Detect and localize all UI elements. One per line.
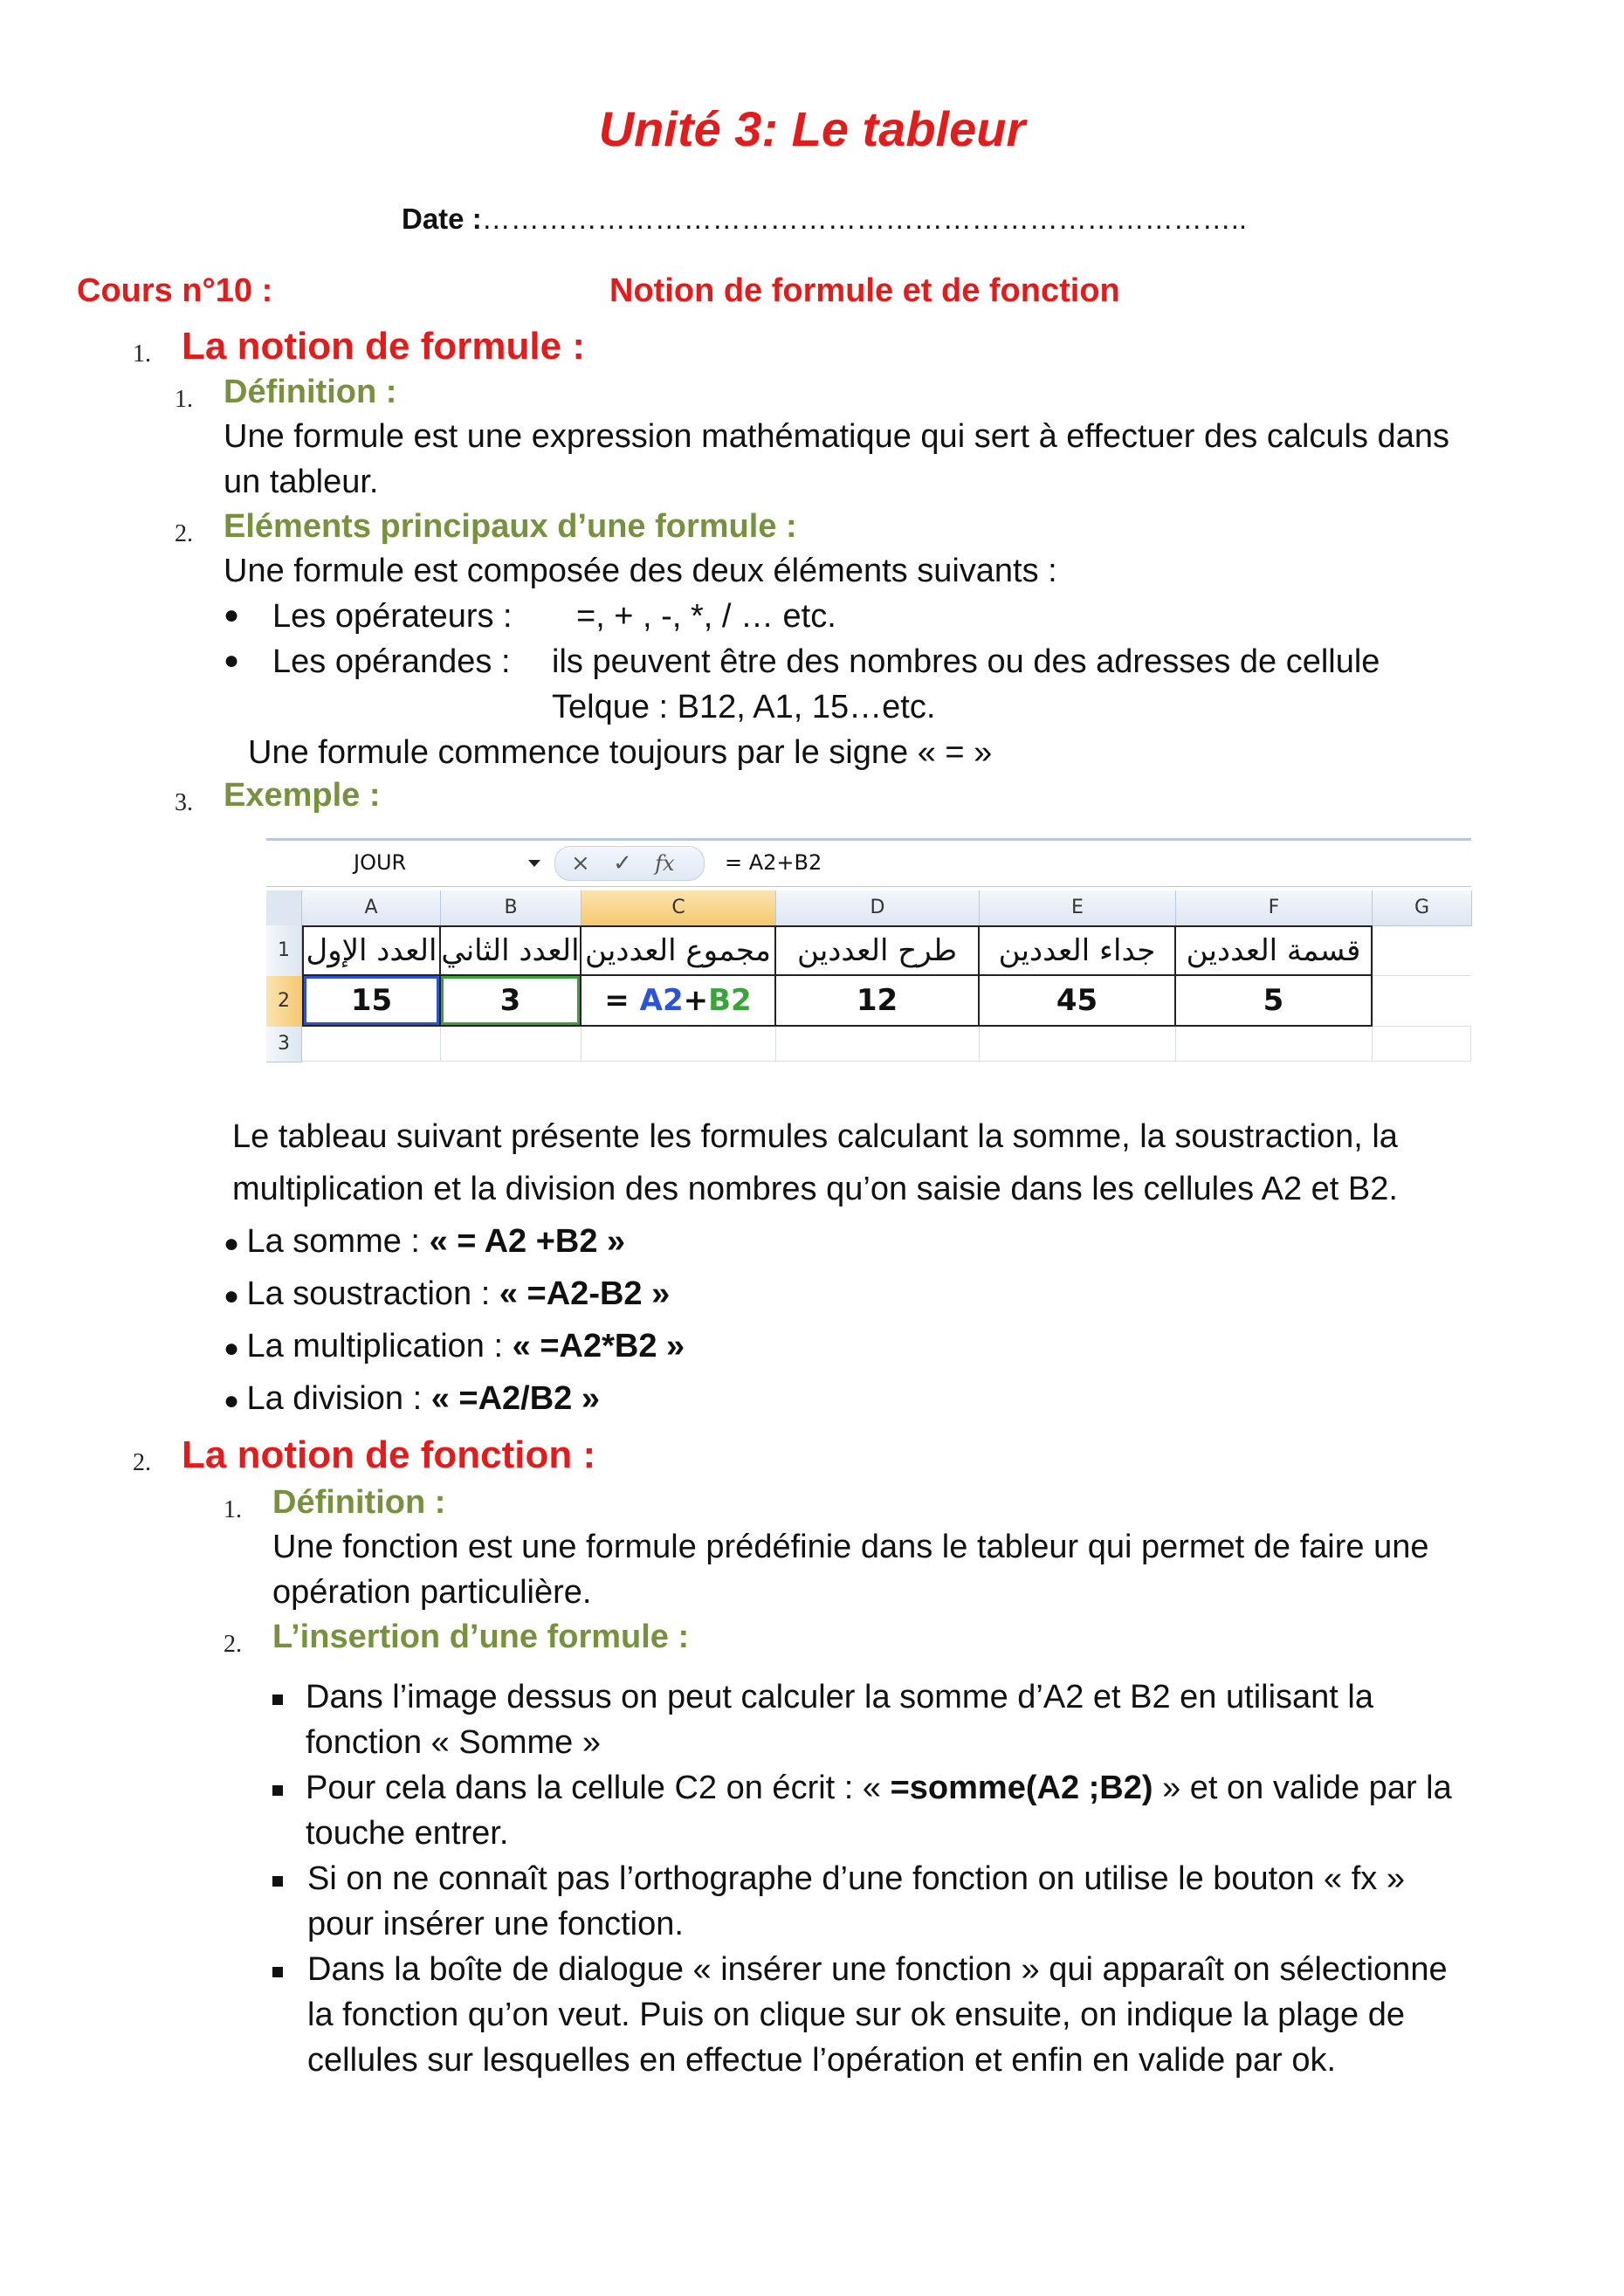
date-label: Date : bbox=[402, 203, 482, 235]
sub-2-1-title: Définition : bbox=[272, 1484, 446, 1521]
cell-a3[interactable] bbox=[302, 1027, 441, 1062]
sub-1-1-title: Définition : bbox=[224, 374, 397, 410]
definition-formule-line-2: un tableur. bbox=[224, 464, 379, 500]
grid-line bbox=[1373, 975, 1471, 976]
operandes-value: ils peuvent être des nombres ou des adresses de cellule bbox=[552, 643, 1380, 680]
insertion-bullet-1-line-1: Dans l’image dessus on peut calculer la somme d’A2 et B2 en utilisant la bbox=[306, 1679, 1373, 1715]
square-bullet bbox=[272, 1875, 283, 1891]
bullet-dot: ● bbox=[224, 1229, 247, 1258]
insertion-bullet-4-line-3: cellules sur lesquelles en effectue l’opération et enfin en valide par ok. bbox=[307, 2042, 1337, 2079]
list-item bbox=[224, 1271, 670, 1319]
cell-c2[interactable] bbox=[581, 976, 776, 1027]
column-header-a[interactable]: A bbox=[302, 890, 441, 926]
item-label: La division : bbox=[246, 1380, 423, 1417]
sub-1-1-number: 1. bbox=[175, 386, 193, 413]
date-dots: …………………………………………………………………….. bbox=[481, 203, 1248, 235]
chevron-down-icon[interactable] bbox=[528, 860, 540, 867]
operandes-label: Les opérandes : bbox=[272, 643, 511, 680]
insertion-bullet-2-line-1 bbox=[306, 1765, 1452, 1811]
select-all-corner[interactable] bbox=[266, 890, 302, 926]
fx-icon[interactable]: fx bbox=[655, 851, 675, 876]
column-header-g[interactable]: G bbox=[1373, 890, 1472, 926]
cell-f2[interactable]: 5 bbox=[1176, 976, 1373, 1027]
column-header-c[interactable]: C bbox=[581, 890, 776, 926]
formula-input[interactable]: = A2+B2 bbox=[725, 850, 822, 875]
square-bullet bbox=[272, 1784, 283, 1800]
list-item bbox=[224, 1323, 685, 1371]
bullet-dot: ● bbox=[224, 1282, 247, 1310]
cell-e1[interactable]: جداء العددين bbox=[980, 925, 1176, 976]
spreadsheet-example bbox=[266, 838, 1471, 1078]
sub-2-2-title: L’insertion d’une formule : bbox=[272, 1619, 690, 1655]
operateurs-label: Les opérateurs : bbox=[272, 598, 513, 635]
insertion-bullet-1-line-2: fonction « Somme » bbox=[306, 1724, 601, 1761]
cell-b1[interactable]: العدد الثاني bbox=[441, 925, 581, 976]
formula-bar bbox=[266, 838, 1471, 887]
list-item bbox=[224, 1219, 625, 1267]
item-formula: « = A2 +B2 » bbox=[429, 1223, 626, 1260]
cancel-icon[interactable]: × bbox=[571, 850, 590, 876]
column-header-b[interactable]: B bbox=[441, 890, 581, 926]
section-2-title: La notion de fonction : bbox=[182, 1433, 596, 1476]
grid-line bbox=[1373, 1026, 1471, 1027]
definition-fonction-line-1: Une fonction est une formule prédéfinie dans le tableur qui permet de faire une bbox=[272, 1529, 1429, 1565]
cell-d2[interactable]: 12 bbox=[776, 976, 980, 1027]
formula-buttons bbox=[554, 846, 705, 881]
cell-f3[interactable] bbox=[1176, 1027, 1373, 1062]
cell-a1[interactable]: العدد الإول bbox=[302, 925, 441, 976]
cell-d1[interactable]: طرح العددين bbox=[776, 925, 980, 976]
name-box[interactable]: JOUR bbox=[354, 850, 407, 875]
definition-fonction-line-2: opération particulière. bbox=[272, 1574, 592, 1611]
operandes-example: Telque : B12, A1, 15…etc. bbox=[552, 689, 936, 725]
section-1-title: La notion de formule : bbox=[182, 325, 585, 368]
sub-2-2-number: 2. bbox=[224, 1631, 242, 1658]
sub-1-2-number: 2. bbox=[175, 520, 193, 547]
cours-label: Cours n°10 : bbox=[77, 272, 273, 309]
cours-title: Notion de formule et de fonction bbox=[609, 272, 1120, 309]
explain-line-1: Le tableau suivant présente les formules calculant la somme, la soustraction, la bbox=[232, 1118, 1398, 1155]
cell-f1[interactable]: قسمة العددين bbox=[1176, 925, 1373, 976]
insertion-bullet-3-line-1: Si on ne connaît pas l’orthographe d’une fonction on utilise le bouton « fx » bbox=[307, 1860, 1405, 1897]
row-header-3[interactable]: 3 bbox=[266, 1027, 302, 1062]
column-header-e[interactable]: E bbox=[980, 890, 1176, 926]
b2-pre: Pour cela dans la cellule C2 on écrit : « bbox=[306, 1770, 891, 1806]
item-label: La somme : bbox=[246, 1223, 420, 1260]
sub-1-3-title: Exemple : bbox=[224, 777, 381, 814]
cell-c2-plus: + bbox=[683, 983, 709, 1018]
bullet-dot: ● bbox=[224, 601, 240, 629]
check-icon[interactable]: ✓ bbox=[613, 850, 632, 876]
section-2-number: 2. bbox=[133, 1449, 151, 1476]
b2-post: » et on valide par la bbox=[1153, 1770, 1452, 1806]
section-1-number: 1. bbox=[133, 340, 151, 368]
row-header-1[interactable]: 1 bbox=[266, 925, 302, 977]
cell-a2[interactable]: 15 bbox=[302, 976, 441, 1027]
column-header-f[interactable]: F bbox=[1176, 890, 1373, 926]
elements-intro: Une formule est composée des deux éléments suivants : bbox=[224, 553, 1057, 589]
item-formula: « =A2*B2 » bbox=[512, 1328, 685, 1365]
list-item bbox=[224, 1376, 600, 1424]
bullet-dot: ● bbox=[224, 1334, 247, 1363]
item-formula: « =A2-B2 » bbox=[499, 1275, 671, 1312]
insertion-bullet-2-line-2: touche entrer. bbox=[306, 1815, 509, 1852]
sub-1-3-number: 3. bbox=[175, 789, 193, 816]
bullet-dot: ● bbox=[224, 646, 240, 675]
column-header-d[interactable]: D bbox=[776, 890, 980, 926]
item-label: La soustraction : bbox=[246, 1275, 491, 1312]
cell-c1[interactable]: مجموع العددين bbox=[581, 925, 776, 976]
sub-1-2-title: Eléments principaux d’une formule : bbox=[224, 508, 797, 545]
cell-d3[interactable] bbox=[776, 1027, 980, 1062]
square-bullet bbox=[272, 1966, 283, 1982]
insertion-bullet-4-line-2: la fonction qu’on veut. Puis on clique sur ok ensuite, on indique la plage de bbox=[307, 1997, 1405, 2033]
cell-e2[interactable]: 45 bbox=[980, 976, 1176, 1027]
definition-formule-line-1: Une formule est une expression mathématique qui sert à effectuer des calculs dans bbox=[224, 418, 1449, 455]
page-title: Unité 3: Le tableur bbox=[598, 101, 1026, 156]
cell-c2-eq: = bbox=[604, 983, 640, 1018]
square-bullet bbox=[272, 1694, 283, 1709]
sub-2-1-number: 1. bbox=[224, 1496, 242, 1523]
operateurs-value: =, + , -, *, / … etc. bbox=[576, 598, 836, 635]
date-line bbox=[402, 203, 1247, 236]
cell-c2-ref-b2: B2 bbox=[708, 983, 752, 1018]
item-formula: « =A2/B2 » bbox=[430, 1380, 600, 1417]
cell-b3[interactable] bbox=[441, 1027, 581, 1062]
cell-c3[interactable] bbox=[581, 1027, 776, 1062]
cell-b2[interactable]: 3 bbox=[441, 976, 581, 1027]
cell-c2-ref-a2: A2 bbox=[639, 983, 684, 1018]
row-header-2[interactable]: 2 bbox=[266, 976, 302, 1028]
cell-e3[interactable] bbox=[980, 1027, 1176, 1062]
cell-g3[interactable] bbox=[1373, 1027, 1471, 1062]
insertion-bullet-3-line-2: pour insérer une fonction. bbox=[307, 1906, 684, 1942]
formule-note: Une formule commence toujours par le signe « = » bbox=[248, 734, 993, 771]
explain-line-2: multiplication et la division des nombres qu’on saisie dans les cellules A2 et B2. bbox=[232, 1171, 1398, 1207]
insertion-bullet-4-line-1: Dans la boîte de dialogue « insérer une fonction » qui apparaît on sélectionne bbox=[307, 1951, 1448, 1988]
item-label: La multiplication : bbox=[246, 1328, 504, 1365]
bullet-dot: ● bbox=[224, 1386, 247, 1415]
b2-formula: =somme(A2 ;B2) bbox=[890, 1770, 1153, 1806]
